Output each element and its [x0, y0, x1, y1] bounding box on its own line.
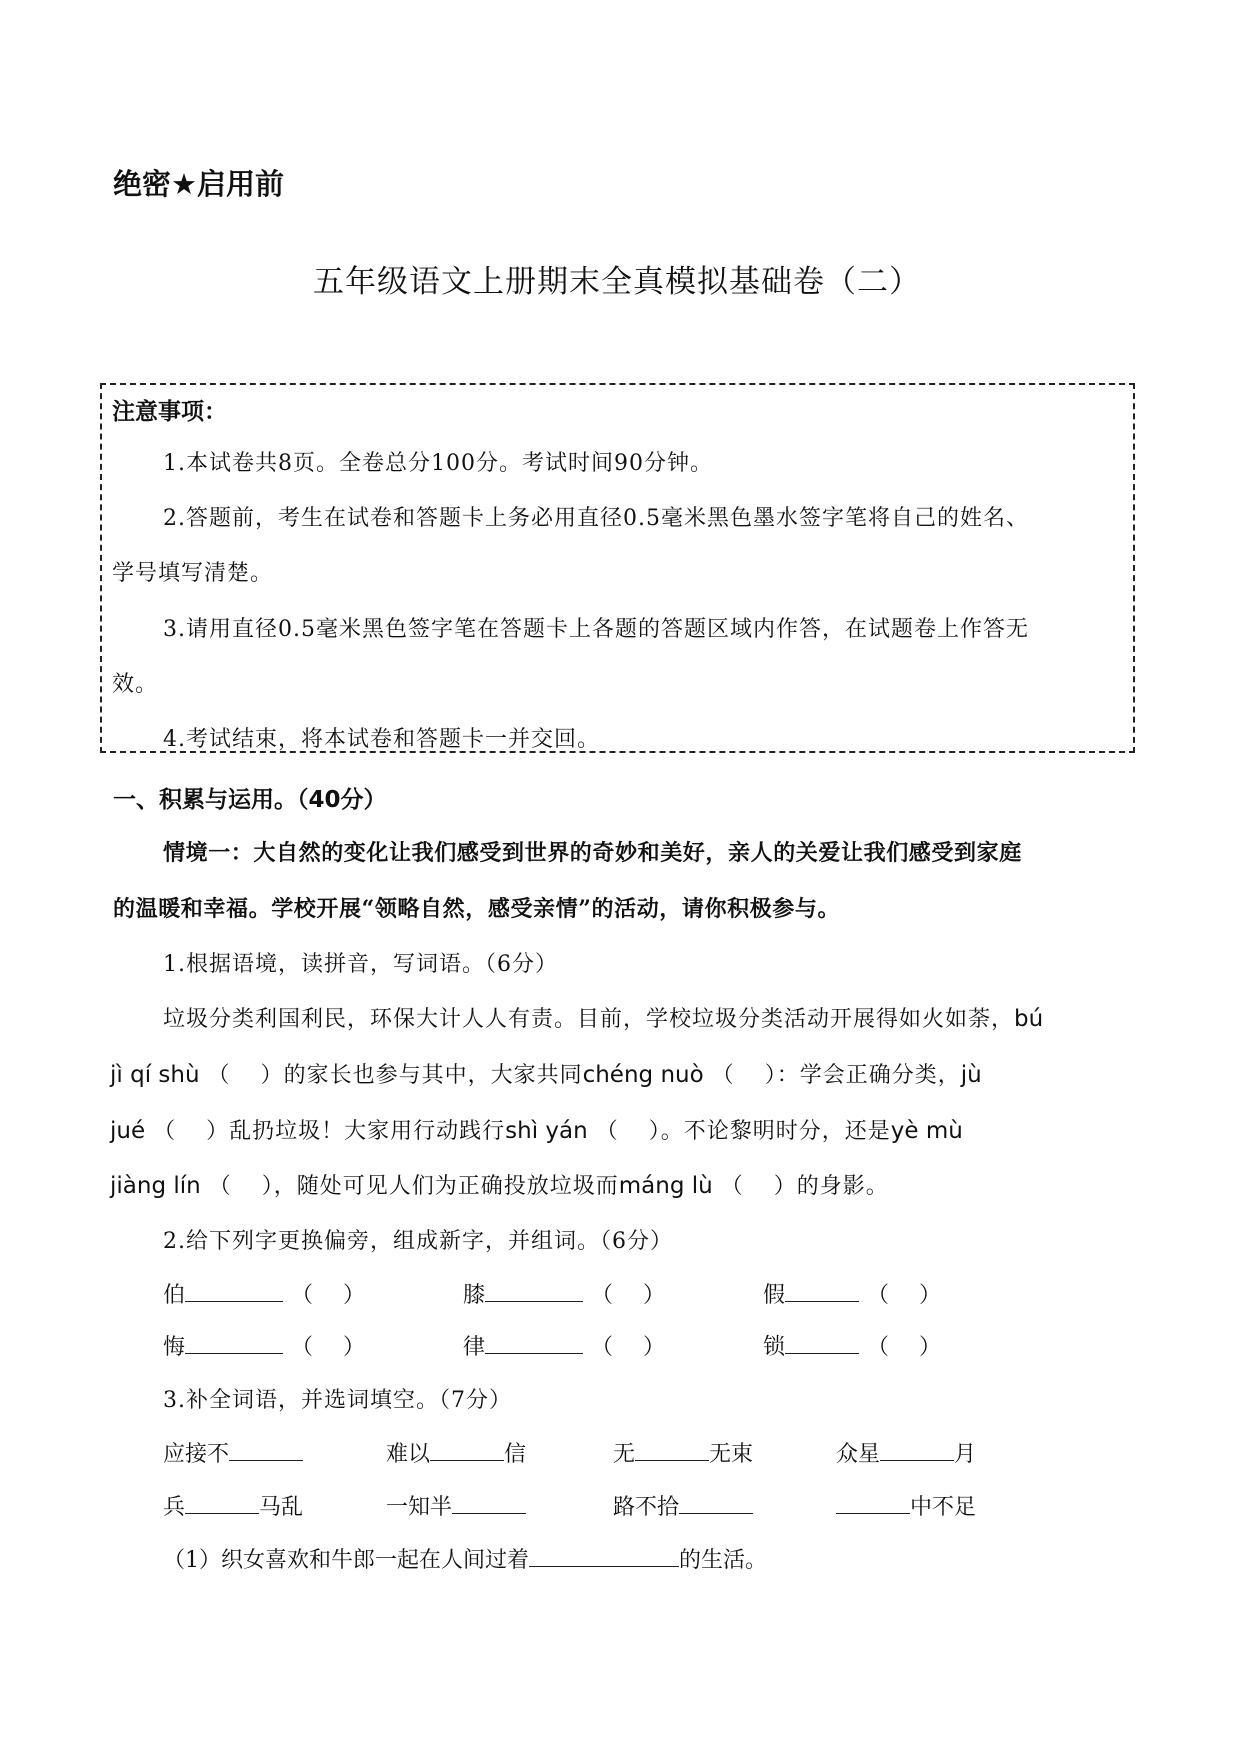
q1-line4: [110, 1169, 889, 1200]
idiom-fill[interactable]: 中不足: [836, 1490, 976, 1521]
answer-blank-2[interactable]: （ ）: [711, 1063, 777, 1088]
pinyin-ji-qi-shu: jì qí shù: [110, 1062, 200, 1088]
confidential-label: 绝密★启用前: [113, 167, 284, 201]
idiom-fill[interactable]: 众星 月: [836, 1437, 976, 1468]
answer-blank-5[interactable]: （ ）: [208, 1174, 274, 1199]
pinyin-bu: bú: [1014, 1006, 1044, 1032]
notice-item-3-cont: 效。: [112, 672, 159, 697]
q2-item[interactable]: 伯 （ ）: [163, 1278, 365, 1309]
q1-line4-text2: 的身影。: [796, 1174, 889, 1199]
q1-line2-text1: 的家长也参与其中，大家共同: [283, 1063, 583, 1088]
q3-prompt: 3.补全词语，并选词填空。（7分）: [163, 1388, 512, 1413]
answer-blank-4[interactable]: （ ）: [595, 1119, 661, 1144]
pinyin-jue: jué: [110, 1118, 146, 1144]
q2-item[interactable]: 悔 （ ）: [163, 1330, 365, 1361]
q1-line2: [110, 1058, 982, 1089]
idiom-fill[interactable]: 兵 马乱: [163, 1490, 303, 1521]
scenario-text-line2: 的温暖和幸福。学校开展“领略自然，感受亲情”的活动，请你积极参与。: [113, 896, 841, 922]
pinyin-ju: jù: [960, 1062, 982, 1088]
idiom-fill[interactable]: 一知半: [386, 1490, 526, 1521]
q2-item[interactable]: 膝 （ ）: [463, 1278, 665, 1309]
idiom-fill[interactable]: 应接不: [163, 1437, 303, 1468]
q2-item[interactable]: 锁 （ ）: [763, 1330, 941, 1361]
page-title: 五年级语文上册期末全真模拟基础卷（二）: [313, 264, 921, 300]
answer-blank-3[interactable]: （ ）: [153, 1119, 230, 1144]
scenario-text-line1: 情境一：大自然的变化让我们感受到世界的奇妙和美好，亲人的关爱让我们感受到家庭: [163, 840, 1022, 866]
notice-item-2-cont: 学号填写清楚。: [112, 561, 274, 586]
pinyin-mang-lu: máng lù: [618, 1173, 713, 1199]
section-heading: 一、积累与运用。（40分）: [113, 787, 387, 813]
q1-line3-text1: 乱扔垃圾！大家用行动践行: [229, 1119, 506, 1144]
q1-line3: [110, 1114, 963, 1145]
notice-item-1: 1.本试卷共8页。全卷总分100分。考试时间90分钟。: [163, 451, 713, 476]
q1-line1-text: 垃圾分类利国利民，环保大计人人有责。目前，学校垃圾分类活动开展得如火如荼，: [163, 1007, 1015, 1032]
q2-item[interactable]: 律 （ ）: [463, 1330, 665, 1361]
idiom-fill[interactable]: 路不拾: [613, 1490, 753, 1521]
notice-item-3: 3.请用直径0.5毫米黑色签字笔在答题卡上各题的答题区域内作答，在试题卷上作答无: [163, 617, 1029, 642]
answer-blank-6[interactable]: （ ）: [720, 1174, 797, 1199]
q1-line3-text2: 。不论黎明时分，还是: [660, 1119, 891, 1144]
notice-item-2: 2.答题前，考生在试卷和答题卡上务必用直径0.5毫米黑色墨水签字笔将自己的姓名、: [163, 506, 1029, 531]
pinyin-shi-yan: shì yán: [505, 1118, 588, 1144]
q1-line2-text2: ：学会正确分类，: [776, 1063, 961, 1088]
q2-item[interactable]: 假 （ ）: [763, 1278, 941, 1309]
notice-heading: 注意事项：: [112, 399, 227, 425]
idiom-fill[interactable]: 无 无束: [613, 1437, 753, 1468]
pinyin-cheng-nuo: chéng nuò: [582, 1062, 704, 1088]
answer-blank-1[interactable]: （ ）: [207, 1063, 284, 1088]
q3-subquestion-1[interactable]: （1）织女喜欢和牛郎一起在人间过着 的生活。: [163, 1543, 767, 1574]
q2-prompt: 2.给下列字更换偏旁，组成新字，并组词。（6分）: [163, 1229, 673, 1254]
q1-line4-text1: ，随处可见人们为正确投放垃圾而: [273, 1174, 619, 1199]
q1-prompt: 1.根据语境，读拼音，写词语。（6分）: [163, 952, 558, 977]
pinyin-ye-mu: yè mù: [890, 1118, 963, 1144]
pinyin-jiang-lin: jiàng lín: [110, 1173, 201, 1199]
idiom-fill[interactable]: 难以 信: [386, 1437, 526, 1468]
notice-item-4: 4.考试结束，将本试卷和答题卡一并交回。: [163, 727, 600, 752]
q1-line1: [163, 1002, 1043, 1033]
